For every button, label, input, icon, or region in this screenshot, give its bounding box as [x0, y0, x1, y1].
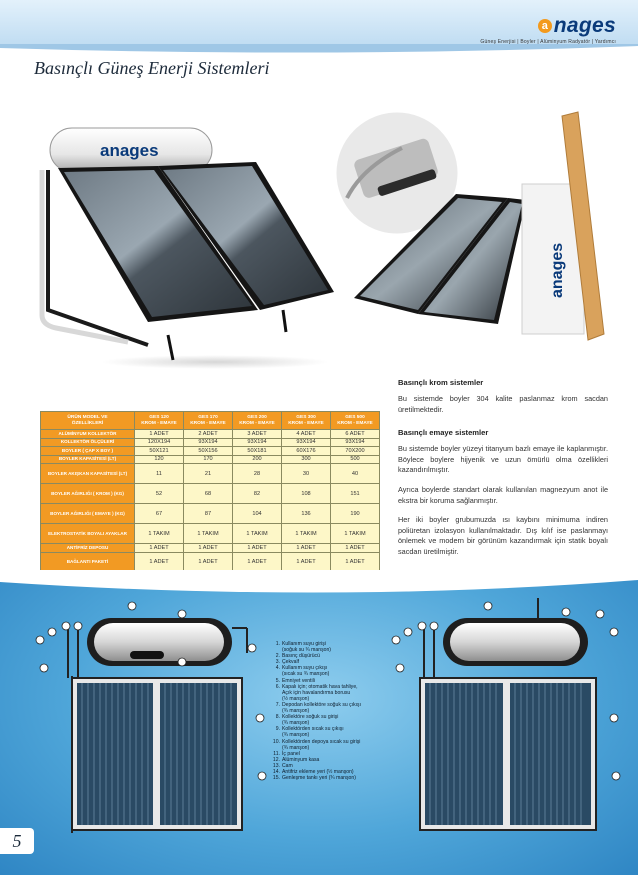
legend-number: 12.	[272, 756, 280, 763]
legend-text: İç panel	[282, 750, 300, 757]
legend-number: 9.	[275, 726, 280, 733]
table-cell: 104	[233, 504, 282, 524]
table-row	[41, 544, 380, 553]
blue-section-curve	[0, 570, 638, 600]
table-cell: 1 ADET	[282, 544, 331, 553]
model-header: GES 170 KROM - EMAYE	[184, 412, 233, 430]
krom-paragraph: Bu sistemde boyler 304 kalite paslanmaz krom sacdan üretilmektedir.	[398, 394, 608, 414]
emaye-paragraph-2: Ayrıca boylerde standart olarak kullanılan magnezyum anot ile ekstra bir koruma sağlanmıştır.	[398, 484, 608, 505]
legend-text: (¾ manşon)	[282, 708, 310, 715]
emaye-heading: Basınçlı emaye sistemler	[398, 428, 489, 438]
row-label: BOYLER AĞIRLIĞI ( EMAYE ) (KG)	[41, 504, 135, 524]
legend-text: Kollektöre soğuk su girişi	[282, 714, 339, 721]
model-header: GES 120 KROM - EMAYE	[135, 412, 184, 430]
legend-number: 8.	[275, 714, 280, 721]
legend-text: Depodan kollektöre soğuk su çıkışı	[282, 701, 361, 708]
table-cell: 28	[233, 464, 282, 484]
legend-text: Kullanım suyu girişi	[282, 641, 326, 647]
row-label: BOYLER AĞIRLIĞI ( KROM ) (KG)	[41, 484, 135, 504]
solar-system-photo-left	[28, 110, 348, 370]
table-cell: 40	[331, 464, 380, 484]
legend-text: (soğuk su ¾ manşon)	[282, 647, 331, 654]
table-cell: 1 TAKIM	[233, 524, 282, 544]
table-cell: 3 ADET	[233, 430, 282, 439]
table-row	[41, 455, 380, 464]
legend-number: 6.	[275, 683, 280, 690]
diagram-legend	[270, 641, 402, 781]
table-row	[41, 484, 380, 504]
legend-text: Alüminyum kasa	[282, 756, 320, 763]
legend-text: Kollektörden depoya sıcak su girişi	[282, 738, 361, 745]
legend-text: (¾ manşon)	[282, 720, 310, 727]
table-cell: 1 TAKIM	[135, 524, 184, 544]
legend-text: Kapalı için; otomatik hava tahliye,	[282, 683, 358, 690]
table-cell: 70X200	[331, 447, 380, 456]
photo-shadow	[100, 355, 330, 369]
table-cell: 93X194	[233, 438, 282, 447]
row-label: ANTİFRİZ DEPOSU	[41, 544, 135, 553]
table-cell: 200	[233, 455, 282, 464]
diagram-open-system	[388, 598, 626, 848]
table-row	[41, 438, 380, 447]
table-cell: 50X121	[135, 447, 184, 456]
legend-number: 10.	[272, 738, 280, 745]
table-cell: 50X181	[233, 447, 282, 456]
table-cell: 1 ADET	[331, 552, 380, 572]
model-header: GES 500 KROM - EMAYE	[331, 412, 380, 430]
legend-text: Cam	[282, 762, 293, 769]
table-cell: 1 ADET	[282, 552, 331, 572]
table-cell: 136	[282, 504, 331, 524]
table-cell: 4 ADET	[282, 430, 331, 439]
page-title: Basınçlı Güneş Enerji Sistemleri	[34, 58, 270, 78]
row-label: BOYLER KAPASİTESİ (LT)	[41, 455, 135, 464]
model-header: GES 200 KROM - EMAYE	[233, 412, 282, 430]
brand-tagline: Güneş Enerjisi | Boyler | Alüminyum Radyatör | Yardımcı	[480, 39, 616, 45]
legend-text: Basınç düşürücü	[282, 653, 320, 660]
legend-text: Antifriz ekleme yeri (½ manşon)	[282, 768, 354, 775]
legend-number: 4.	[275, 665, 280, 672]
table-cell: 1 ADET	[233, 552, 282, 572]
table-cell: 87	[184, 504, 233, 524]
emaye-paragraph-3: Her iki boyler grubumuzda ısı kaybını minimuma indiren poliüretan izolasyon kullanılmaktadır. Dış kılıf ise paslanmayı önlemek ve modern bir görünüm kazandırmak için statik boyalı sacdan üretilmiştir.	[398, 515, 608, 556]
description-column	[398, 378, 608, 567]
emaye-paragraph-1: Bu sistemde boyler yüzeyi titanyum bazlı emaye ile kaplanmıştır. Böylece boylere hijyenik ve uzun ömürlü olma özellikleri kazandırılmıştır.	[398, 444, 608, 475]
legend-text: (sıcak su ¾ manşon)	[282, 671, 330, 678]
table-cell: 93X194	[184, 438, 233, 447]
diagram-closed-system	[32, 598, 270, 848]
legend-number: 14.	[272, 768, 280, 775]
legend-text: Açık için havalandırma borusu	[282, 689, 351, 696]
table-cell: 50X156	[184, 447, 233, 456]
brand-logo	[480, 15, 616, 45]
table-cell: 151	[331, 484, 380, 504]
table-cell: 30	[282, 464, 331, 484]
table-row	[41, 464, 380, 484]
table-cell: 67	[135, 504, 184, 524]
table-cell: 108	[282, 484, 331, 504]
table-cell: 170	[184, 455, 233, 464]
legend-number: 2.	[275, 653, 280, 660]
legend-text: Çekvalf	[282, 659, 299, 666]
legend-number: 5.	[275, 677, 280, 684]
row-label: ALÜMİNYUM KOLLEKTÖR	[41, 430, 135, 439]
table-cell: 1 ADET	[331, 544, 380, 553]
legend-number: 13.	[272, 762, 280, 769]
solar-system-photo-right	[322, 108, 622, 346]
row-label: BOYLER AKIŞKAN KAPASİTESİ (LT)	[41, 464, 135, 484]
table-cell: 1 ADET	[184, 544, 233, 553]
table-cell: 1 ADET	[135, 430, 184, 439]
table-cell: 11	[135, 464, 184, 484]
table-cell: 1 TAKIM	[282, 524, 331, 544]
page-number: 5	[0, 828, 34, 854]
spec-table	[40, 411, 380, 573]
legend-number: 1.	[275, 641, 280, 647]
model-header: GES 300 KROM - EMAYE	[282, 412, 331, 430]
table-cell: 82	[233, 484, 282, 504]
legend-text: Genleşme tankı yeri (¾ manşon)	[282, 775, 356, 782]
table-cell: 120X194	[135, 438, 184, 447]
table-cell: 1 ADET	[135, 552, 184, 572]
table-cell: 1 TAKIM	[184, 524, 233, 544]
legend-number: 15.	[272, 775, 280, 782]
row-label: KOLLEKTÖR ÖLÇÜLERİ	[41, 438, 135, 447]
table-cell: 93X194	[331, 438, 380, 447]
table-cell: 1 ADET	[135, 544, 184, 553]
table-cell: 93X194	[282, 438, 331, 447]
table-cell: 68	[184, 484, 233, 504]
table-cell: 120	[135, 455, 184, 464]
table-row	[41, 524, 380, 544]
row-label: BOYLER ( ÇAP X BOY )	[41, 447, 135, 456]
table-cell: 21	[184, 464, 233, 484]
table-row	[41, 504, 380, 524]
legend-text: (¾ manşon)	[282, 744, 310, 751]
table-cell: 300	[282, 455, 331, 464]
row-label: ELEKTROSTATİK BOYALI AYAKLAR	[41, 524, 135, 544]
table-cell: 190	[331, 504, 380, 524]
table-cell: 6 ADET	[331, 430, 380, 439]
table-row	[41, 430, 380, 439]
table-cell: 1 ADET	[233, 544, 282, 553]
legend-number: 11.	[273, 750, 280, 757]
legend-text: Kullanım suyu çıkışı	[282, 665, 328, 672]
legend-text: Emniyet ventili	[282, 677, 315, 684]
box-logo: anages	[549, 242, 566, 298]
legend-text: (½ manşon)	[282, 695, 310, 702]
table-cell: 2 ADET	[184, 430, 233, 439]
table-cell: 1 TAKIM	[331, 524, 380, 544]
tank-logo: anages	[100, 141, 159, 160]
table-cell: 1 ADET	[184, 552, 233, 572]
legend-text: Kollektörden sıcak su çıkışı	[282, 726, 344, 733]
table-cell: 60X176	[282, 447, 331, 456]
legend-text: (¾ manşon)	[282, 732, 310, 739]
krom-heading: Basınçlı krom sistemler	[398, 378, 484, 387]
table-cell: 500	[331, 455, 380, 464]
row-label: BAĞLANTI PAKETİ	[41, 552, 135, 572]
brand-a-mark: a	[538, 19, 552, 33]
legend-number: 7.	[275, 701, 280, 708]
header-swoosh	[0, 44, 638, 56]
legend-item	[270, 775, 402, 781]
table-cell: 52	[135, 484, 184, 504]
table-row	[41, 447, 380, 456]
table-row	[41, 552, 380, 572]
legend-number: 3.	[275, 659, 280, 666]
brand-wordmark: nages	[553, 14, 616, 37]
table-corner-header: ÜRÜN MODEL VE ÖZELLİKLERİ	[41, 412, 135, 430]
